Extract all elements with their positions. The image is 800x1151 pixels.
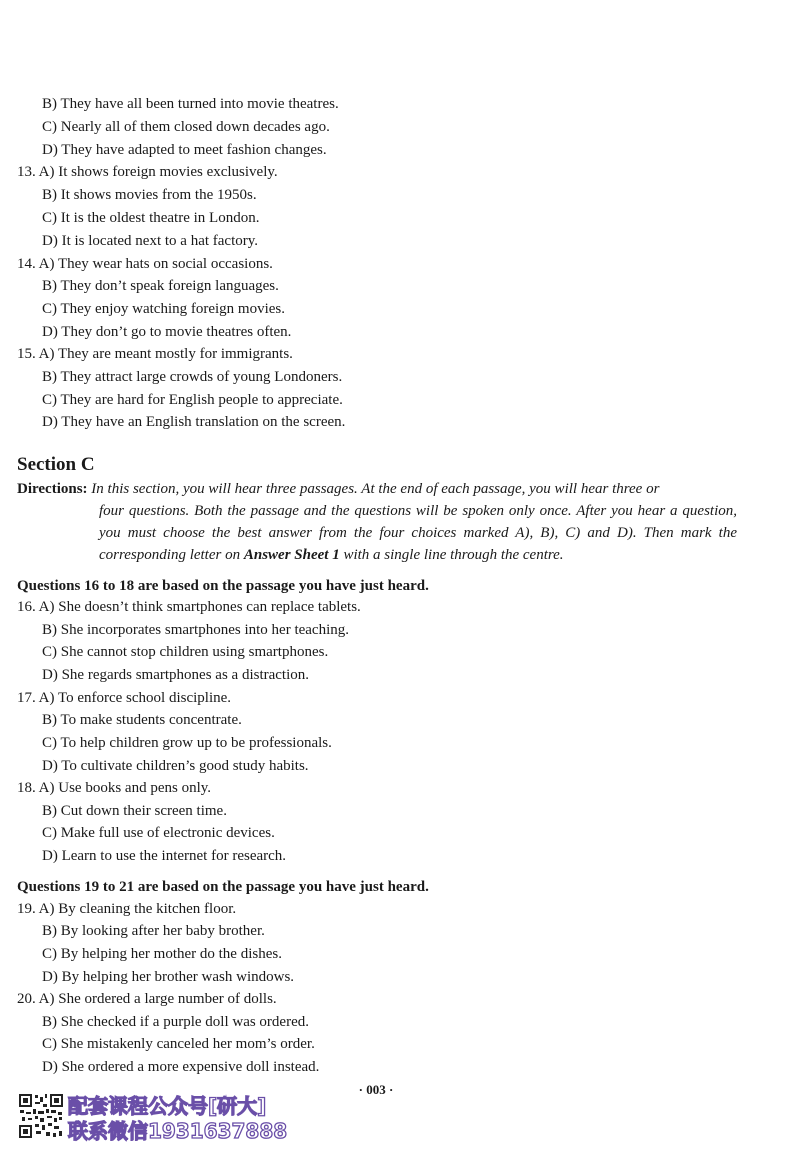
q16-option-c: C) She cannot stop children using smartphones. xyxy=(42,644,329,660)
watermark xyxy=(18,1093,318,1145)
directions-line1: In this section, you will hear three passages. At the end of each passage, you will hear three or xyxy=(91,481,660,497)
q15-option-b: B) They attract large crowds of young Londoners. xyxy=(42,369,343,385)
q13-option-d: D) It is located next to a hat factory. xyxy=(42,233,259,249)
q15-option-a: 15. A) They are meant mostly for immigrants. xyxy=(17,346,293,362)
q15-option-d: D) They have an English translation on the screen. xyxy=(42,414,346,430)
q20-option-c: C) She mistakenly canceled her mom’s order. xyxy=(42,1036,315,1052)
directions-label: Directions: xyxy=(17,481,88,497)
q17-option-c: C) To help children grow up to be professionals. xyxy=(42,735,332,751)
group-heading-19-21: Questions 19 to 21 are based on the passage you have just heard. xyxy=(17,879,429,895)
q17-option-b: B) To make students concentrate. xyxy=(42,712,242,728)
q12-option-c: C) Nearly all of them closed down decades ago. xyxy=(42,119,330,135)
q12-option-b: B) They have all been turned into movie theatres. xyxy=(42,96,339,112)
q16-option-b: B) She incorporates smartphones into her teaching. xyxy=(42,622,350,638)
q20-option-d: D) She ordered a more expensive doll instead. xyxy=(42,1059,320,1075)
q19-option-d: D) By helping her brother wash windows. xyxy=(42,969,295,985)
q20-option-b: B) She checked if a purple doll was ordered. xyxy=(42,1014,309,1030)
q14-option-a: 14. A) They wear hats on social occasions. xyxy=(17,256,273,272)
q17-option-a: 17. A) To enforce school discipline. xyxy=(17,690,232,706)
group-heading-16-18: Questions 16 to 18 are based on the passage you have just heard. xyxy=(17,578,429,594)
q12-option-d: D) They have adapted to meet fashion changes. xyxy=(42,142,327,158)
q14-option-c: C) They enjoy watching foreign movies. xyxy=(42,301,286,317)
q19-option-b: B) By looking after her baby brother. xyxy=(42,923,265,939)
directions-rest-end: with a single line through the centre. xyxy=(339,547,564,563)
directions-rest xyxy=(17,500,737,566)
q17-option-d: D) To cultivate children’s good study habits. xyxy=(42,758,309,774)
q18-option-b: B) Cut down their screen time. xyxy=(42,803,227,819)
answer-sheet-label: Answer Sheet 1 xyxy=(243,547,340,563)
q15-option-c: C) They are hard for English people to appreciate. xyxy=(42,392,343,408)
watermark-line2: 联系微信1931637888 xyxy=(68,1119,288,1143)
q19-option-a: 19. A) By cleaning the kitchen floor. xyxy=(17,901,237,917)
q13-option-b: B) It shows movies from the 1950s. xyxy=(42,187,257,203)
q13-option-a: 13. A) It shows foreign movies exclusively. xyxy=(17,164,278,180)
q16-option-d: D) She regards smartphones as a distraction. xyxy=(42,667,310,683)
q19-option-c: C) By helping her mother do the dishes. xyxy=(42,946,282,962)
q13-option-c: C) It is the oldest theatre in London. xyxy=(42,210,260,226)
directions-rest-text: four questions. Both the passage and the questions will be spoken only once. After you hear a question, you must choose the best answer from the four choices marked A), B), C) and D). Then mark the corresponding letter on xyxy=(99,503,737,563)
section-title: Section C xyxy=(17,454,95,475)
watermark-line1: 配套课程公众号[研大] xyxy=(68,1094,267,1118)
q16-option-a: 16. A) She doesn’t think smartphones can replace tablets. xyxy=(17,599,361,615)
q18-option-c: C) Make full use of electronic devices. xyxy=(42,825,275,841)
qr-code-icon xyxy=(18,1093,64,1139)
q18-option-a: 18. A) Use books and pens only. xyxy=(17,780,212,796)
q20-option-a: 20. A) She ordered a large number of dolls. xyxy=(17,991,277,1007)
page-number-text: · 003 · xyxy=(358,1082,394,1097)
directions-block xyxy=(17,478,737,566)
q14-option-d: D) They don’t go to movie theatres often. xyxy=(42,324,292,340)
q14-option-b: B) They don’t speak foreign languages. xyxy=(42,278,279,294)
q18-option-d: D) Learn to use the internet for research. xyxy=(42,848,287,864)
